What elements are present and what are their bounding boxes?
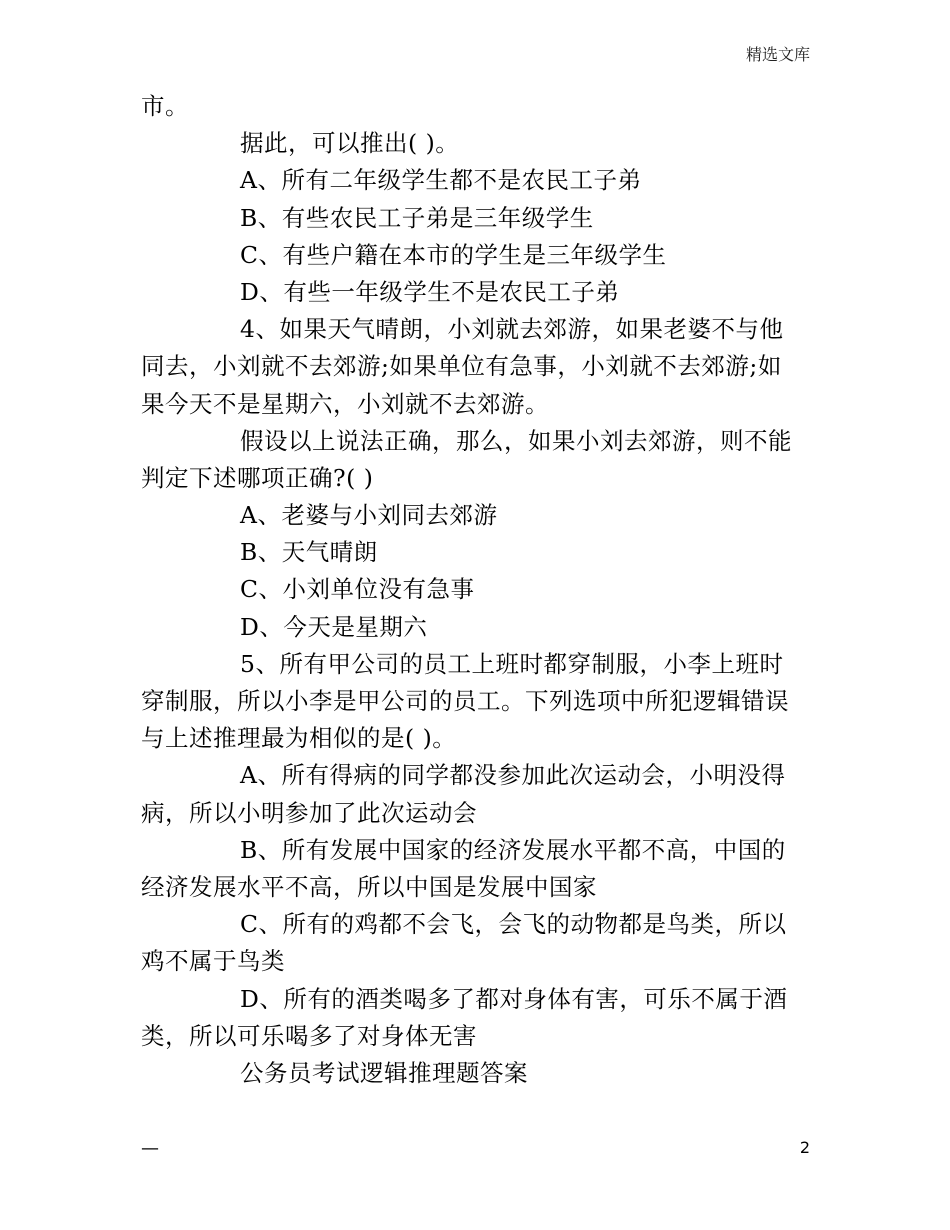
footer-dash: — [141, 1138, 159, 1159]
text-line: 5、所有甲公司的员工上班时都穿制服，小李上班时 [240, 649, 784, 678]
text-line: 与上述推理最为相似的是( )。 [141, 724, 457, 753]
text-line: A、老婆与小刘同去郊游 [240, 501, 498, 530]
document-body [141, 88, 809, 1092]
text-line: D、所有的酒类喝多了都对身体有害，可乐不属于酒 [240, 984, 788, 1013]
text-line: 穿制服，所以小李是甲公司的员工。下列选项中所犯逻辑错误 [141, 687, 789, 715]
text-line: 果今天不是星期六，小刘就不去郊游。 [141, 389, 549, 418]
text-line: C、有些户籍在本市的学生是三年级学生 [240, 240, 667, 269]
page-number: 2 [799, 1138, 810, 1157]
text-line: 市。 [141, 92, 189, 120]
text-line: 经济发展水平不高，所以中国是发展中国家 [141, 872, 597, 901]
text-line: 病，所以小明参加了此次运动会 [141, 798, 477, 827]
text-line: 公务员考试逻辑推理题答案 [240, 1058, 528, 1087]
text-line: 4、如果天气晴朗，小刘就去郊游，如果老婆不与他 [240, 315, 784, 344]
text-line: B、所有发展中国家的经济发展水平都不高，中国的 [240, 835, 786, 864]
library-label: 精选文库 [745, 45, 810, 64]
text-line: C、所有的鸡都不会飞，会飞的动物都是鸟类，所以 [240, 910, 787, 939]
text-line: 假设以上说法正确，那么，如果小刘去郊游，则不能 [240, 426, 792, 455]
text-line: 判定下述哪项正确?( ) [141, 463, 374, 492]
text-line: B、天气晴朗 [240, 538, 378, 567]
text-line: C、小刘单位没有急事 [240, 575, 475, 604]
text-line: A、所有得病的同学都没参加此次运动会，小明没得 [240, 761, 786, 790]
text-line: B、有些农民工子弟是三年级学生 [240, 203, 594, 232]
text-line: A、所有二年级学生都不是农民工子弟 [240, 166, 642, 195]
text-line: 同去，小刘就不去郊游;如果单位有急事，小刘就不去郊游;如 [141, 352, 782, 381]
text-line: D、今天是星期六 [240, 612, 428, 641]
text-line: D、有些一年级学生不是农民工子弟 [240, 277, 620, 306]
text-line: 据此，可以推出( )。 [240, 129, 460, 158]
text-line: 鸡不属于鸟类 [141, 947, 285, 976]
text-line: 类，所以可乐喝多了对身体无害 [141, 1021, 477, 1050]
